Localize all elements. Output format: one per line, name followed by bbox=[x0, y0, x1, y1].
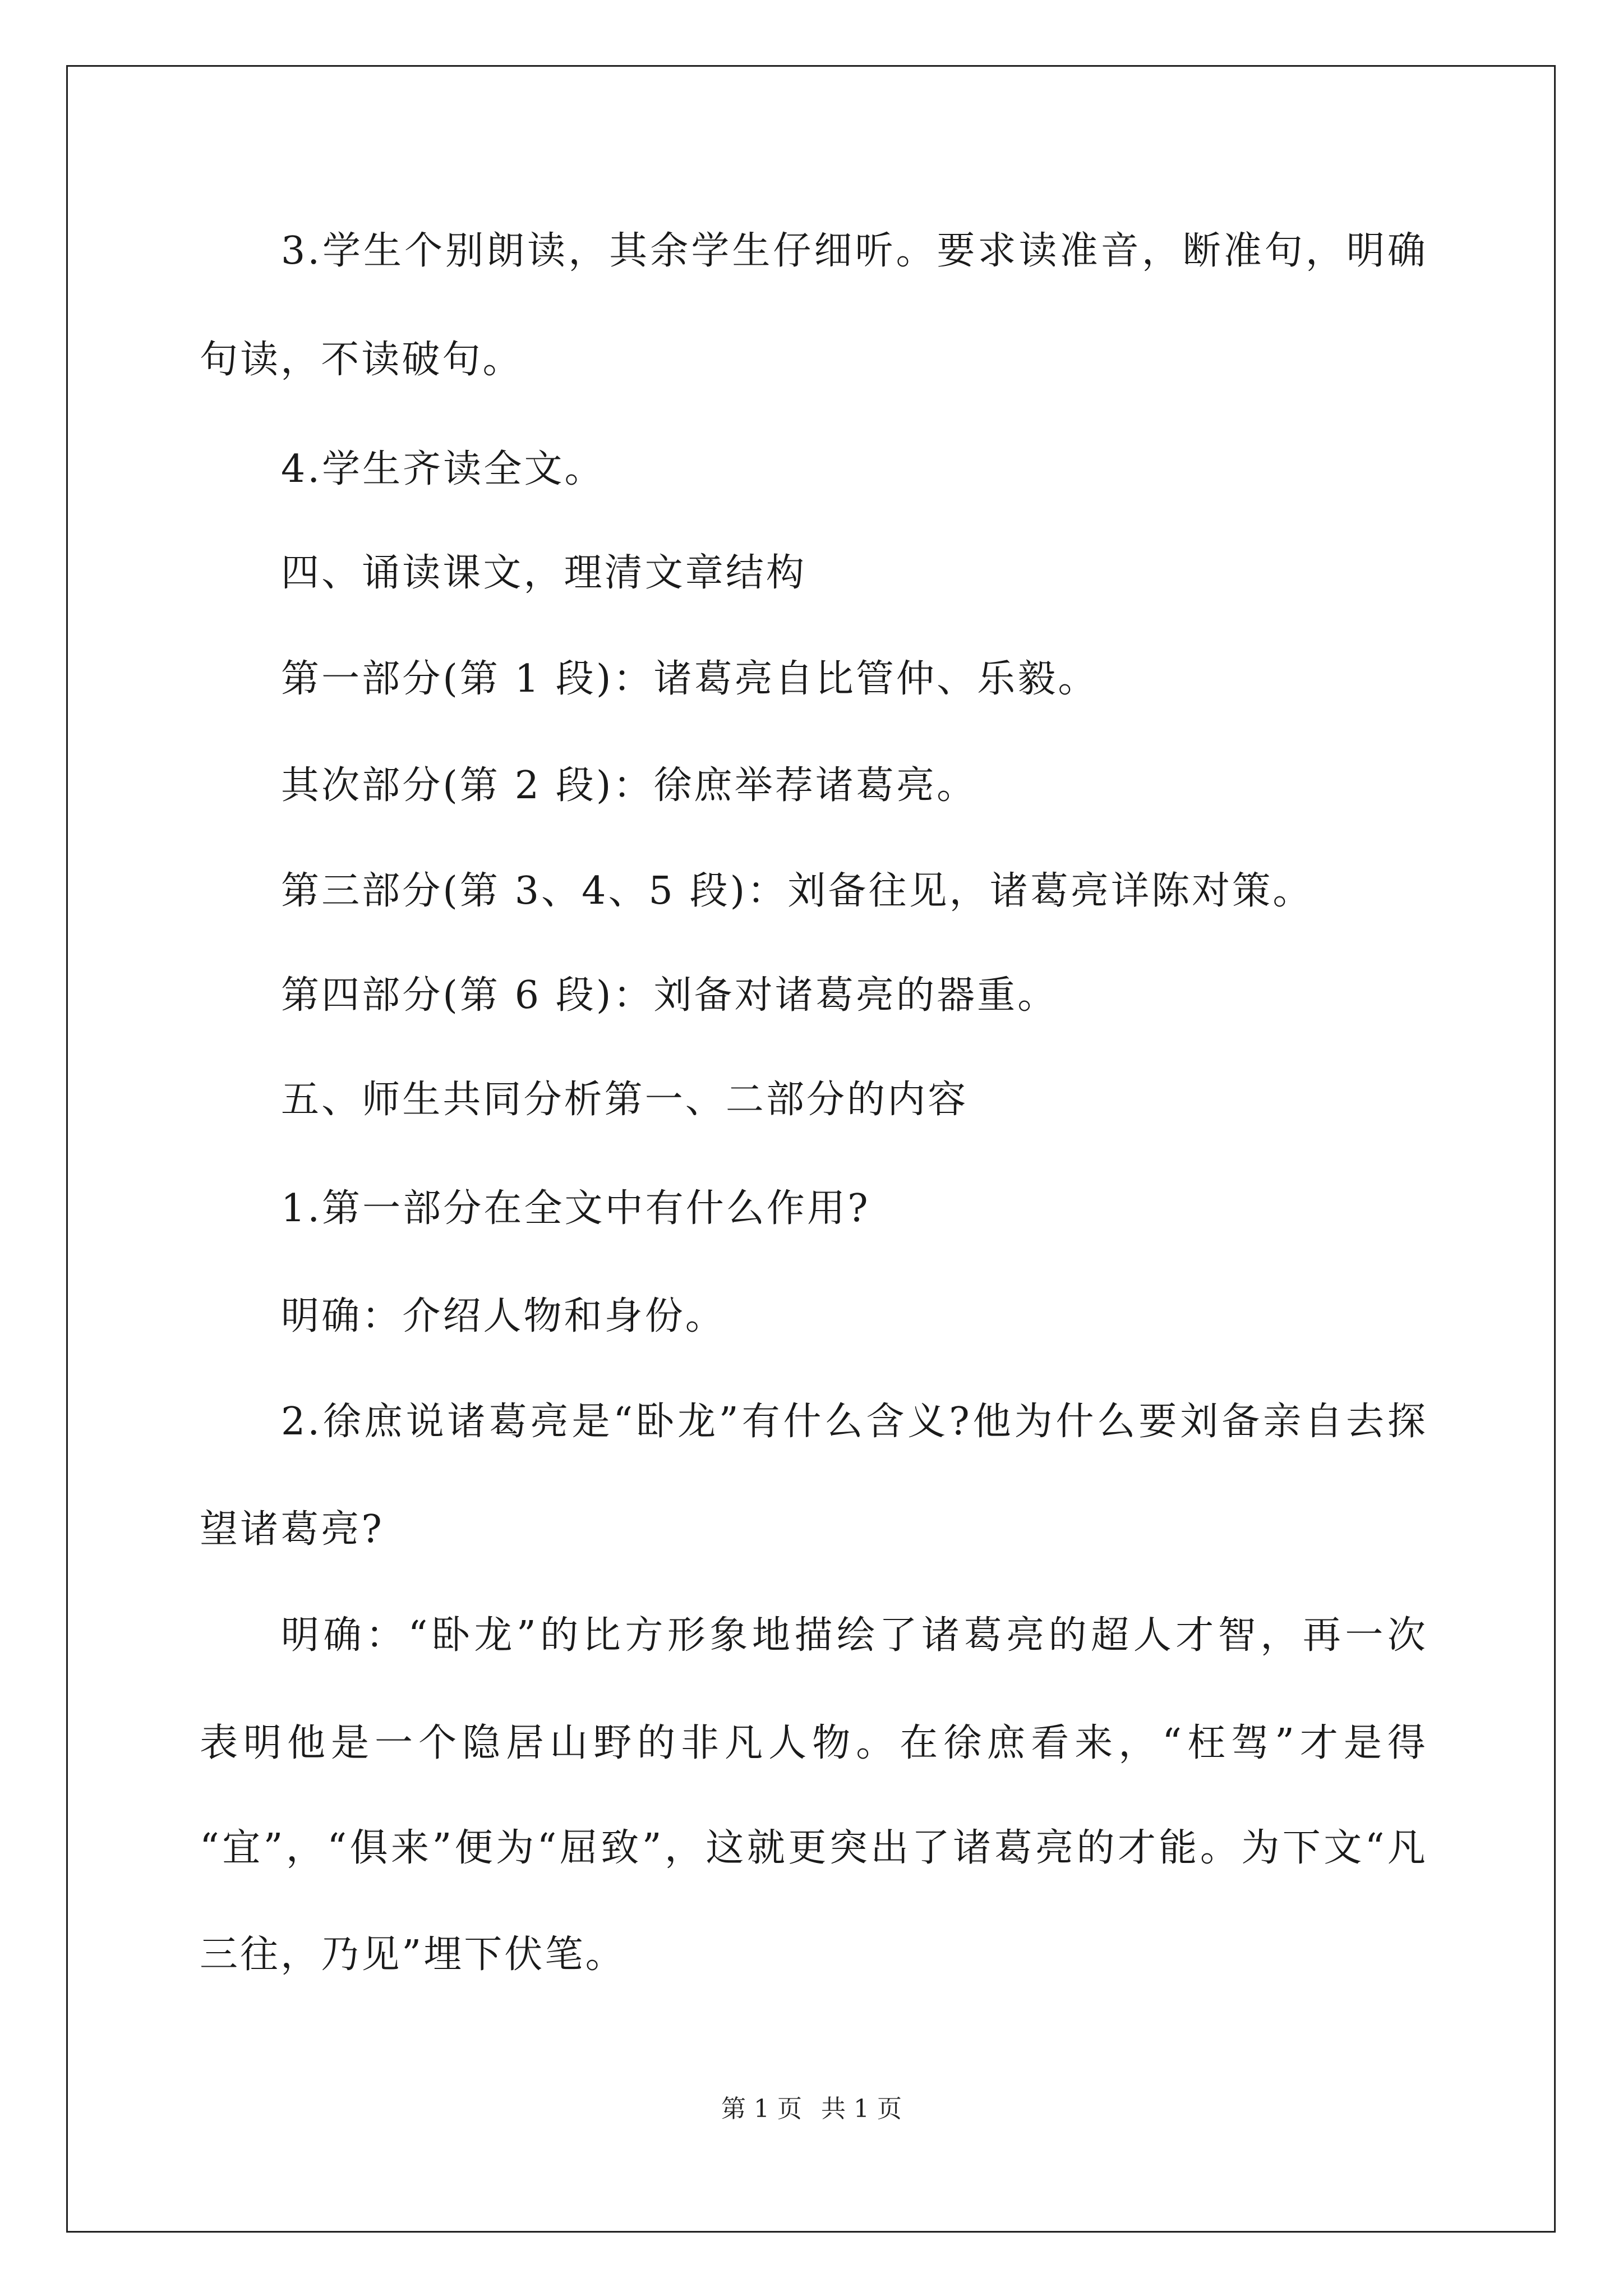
paragraph-line: 明确：“卧龙”的比方形象地描绘了诸葛亮的超人才智，再一次 bbox=[281, 1613, 1428, 1658]
paragraph-line: 句读，不读破句。 bbox=[200, 338, 523, 382]
paragraph-line: 3.学生个别朗读，其余学生仔细听。要求读准音，断准句，明确 bbox=[281, 229, 1428, 273]
paragraph-line: 明确：介绍人物和身份。 bbox=[281, 1294, 726, 1338]
paragraph-line: 1.第一部分在全文中有什么作用? bbox=[281, 1186, 870, 1231]
page-border bbox=[66, 65, 1556, 2233]
paragraph-line: 第一部分(第 1 段)：诸葛亮自比管仲、乐毅。 bbox=[281, 657, 1099, 701]
page-footer bbox=[0, 2092, 1623, 2126]
paragraph-line: 2.徐庶说诸葛亮是“卧龙”有什么含义?他为什么要刘备亲自去探 bbox=[281, 1400, 1428, 1444]
section-heading: 五、师生共同分析第一、二部分的内容 bbox=[281, 1078, 969, 1122]
paragraph-line: 望诸葛亮? bbox=[200, 1507, 384, 1552]
paragraph-line: 表明他是一个隐居山野的非凡人物。在徐庶看来，“枉驾”才是得 bbox=[200, 1721, 1428, 1765]
paragraph-line: 第四部分(第 6 段)：刘备对诸葛亮的器重。 bbox=[281, 973, 1058, 1018]
paragraph-line: 第三部分(第 3、4、5 段)：刘备往见，诸葛亮详陈对策。 bbox=[281, 869, 1313, 913]
paragraph-line: 其次部分(第 2 段)：徐庶举荐诸葛亮。 bbox=[281, 763, 978, 808]
page-total: 共 1 页 bbox=[821, 2095, 902, 2123]
page-number: 第 1 页 bbox=[721, 2095, 802, 2123]
section-heading: 四、诵读课文，理清文章结构 bbox=[281, 551, 807, 595]
paragraph-line: “宜”，“俱来”便为“屈致”，这就更突出了诸葛亮的才能。为下文“凡 bbox=[200, 1826, 1428, 1870]
paragraph-line: 三往，乃见”埋下伏笔。 bbox=[200, 1932, 626, 1977]
paragraph-line: 4.学生齐读全文。 bbox=[281, 447, 605, 491]
